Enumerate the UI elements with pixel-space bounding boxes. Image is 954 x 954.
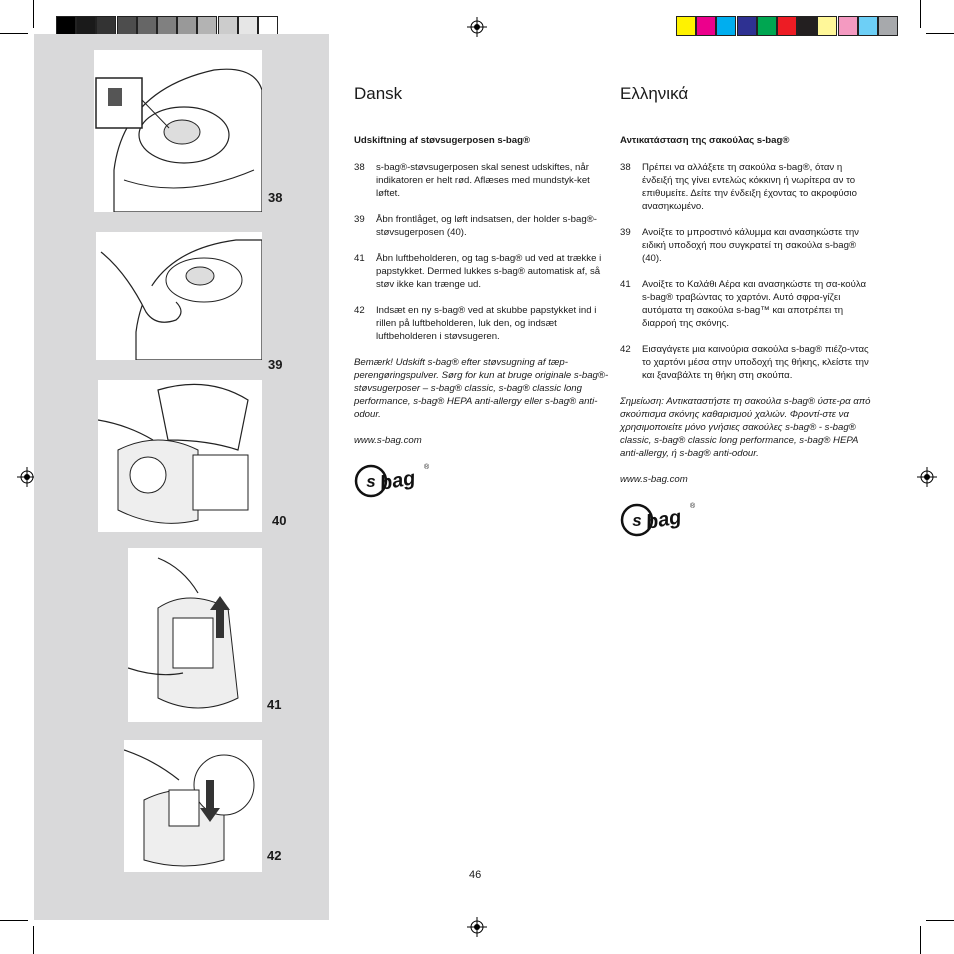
step-number: 39 bbox=[620, 227, 631, 238]
step-text: Πρέπει να αλλάξετε τη σακούλα s-bag®, όταν η ένδειξή της γίνει εντελώς κόκκινη ή νωρίτερα αν το επιθυμείτε. Δείτε την ένδειξη έχοντας το ακροφύσιο ανασηκωμένο. bbox=[642, 162, 857, 212]
color-swatch bbox=[777, 16, 797, 36]
s-bag-logo-icon bbox=[620, 496, 702, 538]
step-text: Åbn luftbeholderen, og tag s-bag® ud ved at trække i papstykket. Dermed lukkes s-bag® automatisk af, så støv ikke kan trænge ud. bbox=[376, 253, 602, 290]
section-title: Ελληνικά bbox=[620, 84, 689, 103]
page-number: 46 bbox=[469, 869, 482, 881]
greyscale-swatch bbox=[56, 16, 76, 36]
step-number: 42 bbox=[620, 344, 631, 355]
step-number: 42 bbox=[354, 305, 365, 316]
instruction-step bbox=[354, 161, 609, 200]
color-swatch bbox=[716, 16, 736, 36]
registration-mark-icon bbox=[467, 17, 487, 37]
figure-number: 38 bbox=[268, 190, 283, 205]
instruction-step bbox=[354, 304, 609, 343]
step-text: Indsæt en ny s-bag® ved at skubbe papstykket ind i rillen på luftbeholderen, luk den, og indsæt luftbeholderen i støvsugeren. bbox=[376, 305, 597, 342]
crop-mark bbox=[0, 920, 28, 921]
greyscale-swatch bbox=[238, 16, 258, 36]
website-link[interactable]: www.s-bag.com bbox=[354, 435, 422, 446]
color-swatch bbox=[676, 16, 696, 36]
instruction-step bbox=[620, 278, 875, 330]
illustration-remove-bag bbox=[128, 548, 262, 722]
svg-text:®: ® bbox=[690, 503, 696, 510]
instruction-step bbox=[354, 213, 609, 239]
greyscale-swatch bbox=[76, 16, 96, 36]
illustration-front-cover bbox=[96, 232, 262, 360]
crop-mark bbox=[926, 33, 954, 34]
color-swatch bbox=[878, 16, 898, 36]
step-text: s-bag®-støvsugerposen skal senest udskiftes, når indikatoren er helt rød. Aflæses med mundstyk-ket løftet. bbox=[376, 162, 590, 199]
svg-text:bag: bag bbox=[644, 506, 684, 534]
figure-number: 42 bbox=[267, 848, 282, 863]
step-text: Εισαγάγετε μια καινούρια σακούλα s-bag® πιέζο-ντας το χαρτόνι μέσα στην υποδοχή της θήκης, κλείστε την και ξαναβάλτε τη θήκη στη σκούπα. bbox=[642, 344, 869, 381]
registration-mark-icon bbox=[467, 917, 487, 937]
figure-number: 39 bbox=[268, 357, 283, 372]
illustration-bag-indicator bbox=[94, 50, 262, 212]
step-number: 38 bbox=[620, 162, 631, 173]
registration-mark-icon bbox=[917, 467, 937, 487]
color-swatch bbox=[817, 16, 837, 36]
color-swatch bbox=[858, 16, 878, 36]
greyscale-swatch bbox=[96, 16, 116, 36]
step-number: 41 bbox=[620, 279, 631, 290]
svg-text:s: s bbox=[632, 511, 642, 530]
crop-mark bbox=[926, 920, 954, 921]
instruction-step bbox=[620, 161, 875, 213]
color-swatch bbox=[757, 16, 777, 36]
figure-number: 41 bbox=[267, 697, 282, 712]
step-text: Ανοίξτε το Καλάθι Αέρα και ανασηκώστε τη σα-κούλα s-bag® τραβώντας το χαρτόνι. Αυτό σφρα-γίζει αυτόματα τη σακούλα s-bag™ και αποτρέπει τη διαρροή της σκόνης. bbox=[642, 279, 867, 329]
section-subtitle: Udskiftning af støvsugerposen s-bag® bbox=[354, 135, 531, 146]
color-swatch bbox=[838, 16, 858, 36]
website-link[interactable]: www.s-bag.com bbox=[620, 474, 688, 485]
section-subtitle: Αντικατάσταση της σακούλας s-bag® bbox=[620, 135, 790, 146]
color-swatch bbox=[737, 16, 757, 36]
step-number: 39 bbox=[354, 214, 365, 225]
crop-mark bbox=[33, 0, 34, 28]
step-text: Åbn frontlåget, og løft indsatsen, der holder s-bag®-støvsugerposen (40). bbox=[376, 214, 597, 238]
greyscale-swatch bbox=[258, 16, 278, 36]
svg-text:s: s bbox=[366, 472, 376, 491]
section-title: Dansk bbox=[354, 84, 403, 103]
crop-mark bbox=[920, 0, 921, 28]
instruction-step bbox=[620, 343, 875, 382]
greek-column bbox=[620, 84, 875, 542]
crop-mark bbox=[0, 33, 28, 34]
greyscale-swatch bbox=[218, 16, 238, 36]
step-text: Ανοίξτε το μπροστινό κάλυμμα και ανασηκώστε την ειδική υποδοχή που συγκρατεί τη σακούλα s-bag® (40). bbox=[642, 227, 859, 264]
instruction-step bbox=[620, 226, 875, 265]
greyscale-swatch bbox=[177, 16, 197, 36]
svg-text:®: ® bbox=[424, 464, 430, 471]
figure-number: 40 bbox=[272, 513, 287, 528]
greyscale-swatch bbox=[117, 16, 137, 36]
greyscale-swatch bbox=[197, 16, 217, 36]
illustration-insert-bag bbox=[124, 740, 262, 872]
color-swatch bbox=[696, 16, 716, 36]
danish-column bbox=[354, 84, 609, 503]
step-number: 41 bbox=[354, 253, 365, 264]
s-bag-logo-icon bbox=[354, 457, 436, 499]
crop-mark bbox=[920, 926, 921, 954]
greyscale-swatch bbox=[157, 16, 177, 36]
svg-text:bag: bag bbox=[378, 467, 418, 495]
instruction-step bbox=[354, 252, 609, 291]
crop-mark bbox=[33, 926, 34, 954]
color-swatch bbox=[797, 16, 817, 36]
illustration-open-lid bbox=[98, 380, 262, 532]
note-text: Σημείωση: Αντικαταστήστε τη σακούλα s-bag® ύστε-ρα από σκούπισμα σκόνης καθαρισμού χαλιών. Φροντί-στε να χρησιμοποιείτε μόνο γνήσιες σακούλες s-bag® - s-bag® classic, s-bag® classic long performance, s-bag® HEPA anti-allergy, ή s-bag® anti-odour. bbox=[620, 396, 871, 459]
step-number: 38 bbox=[354, 162, 365, 173]
greyscale-swatch bbox=[137, 16, 157, 36]
note-text: Bemærk! Udskift s-bag® efter støvsugning af tæp-perengøringspulver. Sørg for kun at bruge originale s-bag®-støvsugerposer – s-bag® classic, s-bag® classic long performance, s-bag® HEPA anti-allergy eller s-bag® anti-odour. bbox=[354, 357, 609, 420]
